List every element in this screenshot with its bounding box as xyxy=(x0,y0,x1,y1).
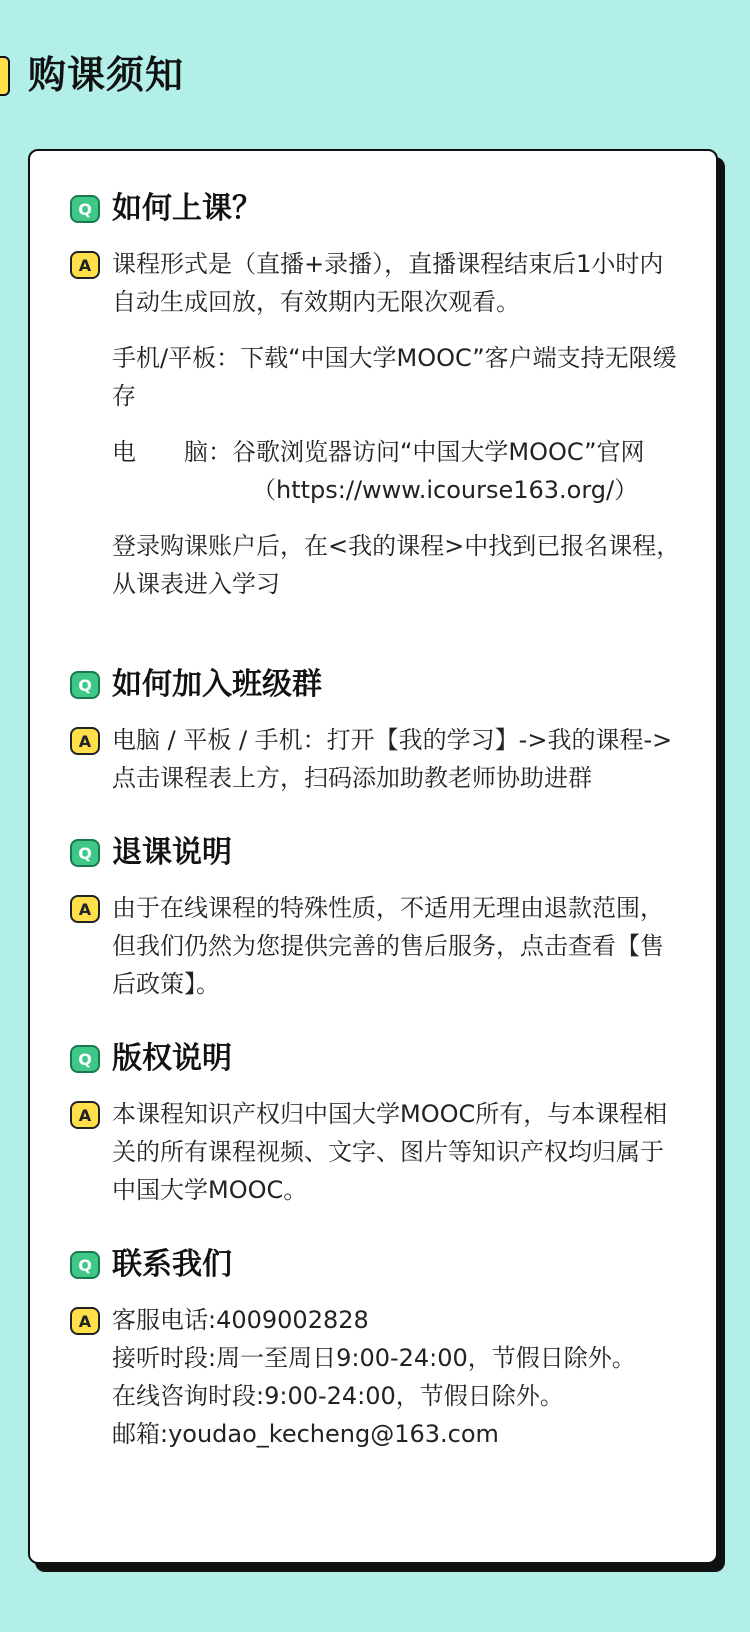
page-title: 购课须知 xyxy=(28,53,185,97)
question-badge-icon: Q xyxy=(70,195,100,223)
contact-email: 邮箱:youdao_kecheng@163.com xyxy=(112,1420,499,1448)
question-row xyxy=(70,1039,682,1079)
question-row xyxy=(70,1245,682,1285)
faq-section-how-to-attend xyxy=(70,189,682,603)
question-title: 联系我们 xyxy=(112,1247,232,1282)
answer-badge-icon: A xyxy=(70,1101,100,1129)
faq-section-copyright xyxy=(70,1039,682,1209)
question-badge-icon: Q xyxy=(70,1045,100,1073)
answer-block xyxy=(70,889,682,1003)
answer-block xyxy=(70,721,682,797)
faq-section-join-class-group xyxy=(70,665,682,797)
online-consult-hours: 在线咨询时段:9:00-24:00，节假日除外。 xyxy=(112,1382,564,1410)
question-row xyxy=(70,833,682,873)
faq-section-contact xyxy=(70,1245,682,1453)
question-row xyxy=(70,189,682,229)
answer-text: 电 脑：谷歌浏览器访问“中国大学MOOC”官网 xyxy=(112,438,645,466)
answer-text: 登录购课账户后，在<我的课程>中找到已报名课程，从课表进入学习 xyxy=(112,532,681,598)
question-title: 退课说明 xyxy=(112,835,232,870)
question-title: 版权说明 xyxy=(112,1041,232,1076)
answer-text: 手机/平板：下载“中国大学MOOC”客户端支持无限缓存 xyxy=(112,344,677,410)
answer-block xyxy=(70,245,682,603)
question-title: 如何上课？ xyxy=(112,191,262,226)
answer-badge-icon: A xyxy=(70,1307,100,1335)
faq-section-refund xyxy=(70,833,682,1003)
answer-text: 本课程知识产权归中国大学MOOC所有，与本课程相关的所有课程视频、文字、图片等知识产权均归属于中国大学MOOC。 xyxy=(112,1100,668,1204)
question-row xyxy=(70,665,682,705)
answer-badge-icon: A xyxy=(70,251,100,279)
service-phone: 客服电话:4009002828 xyxy=(112,1306,369,1334)
question-title: 如何加入班级群 xyxy=(112,667,322,702)
website-url: （https://www.icourse163.org/） xyxy=(252,476,639,504)
answer-text: 由于在线课程的特殊性质，不适用无理由退款范围，但我们仍然为您提供完善的售后服务，点击查看【售后政策】。 xyxy=(112,894,664,998)
question-badge-icon: Q xyxy=(70,1251,100,1279)
question-badge-icon: Q xyxy=(70,839,100,867)
answer-block xyxy=(70,1301,682,1453)
answer-text: 课程形式是（直播+录播），直播课程结束后1小时内自动生成回放，有效期内无限次观看。 xyxy=(112,250,664,316)
answer-badge-icon: A xyxy=(70,895,100,923)
notice-card xyxy=(28,149,718,1564)
answer-text: 电脑 / 平板 / 手机：打开【我的学习】->我的课程->点击课程表上方，扫码添加助教老师协助进群 xyxy=(112,726,673,792)
service-hours: 接听时段:周一至周日9:00-24:00，节假日除外。 xyxy=(112,1344,636,1372)
title-marker xyxy=(0,56,10,96)
answer-block xyxy=(70,1095,682,1209)
answer-badge-icon: A xyxy=(70,727,100,755)
question-badge-icon: Q xyxy=(70,671,100,699)
